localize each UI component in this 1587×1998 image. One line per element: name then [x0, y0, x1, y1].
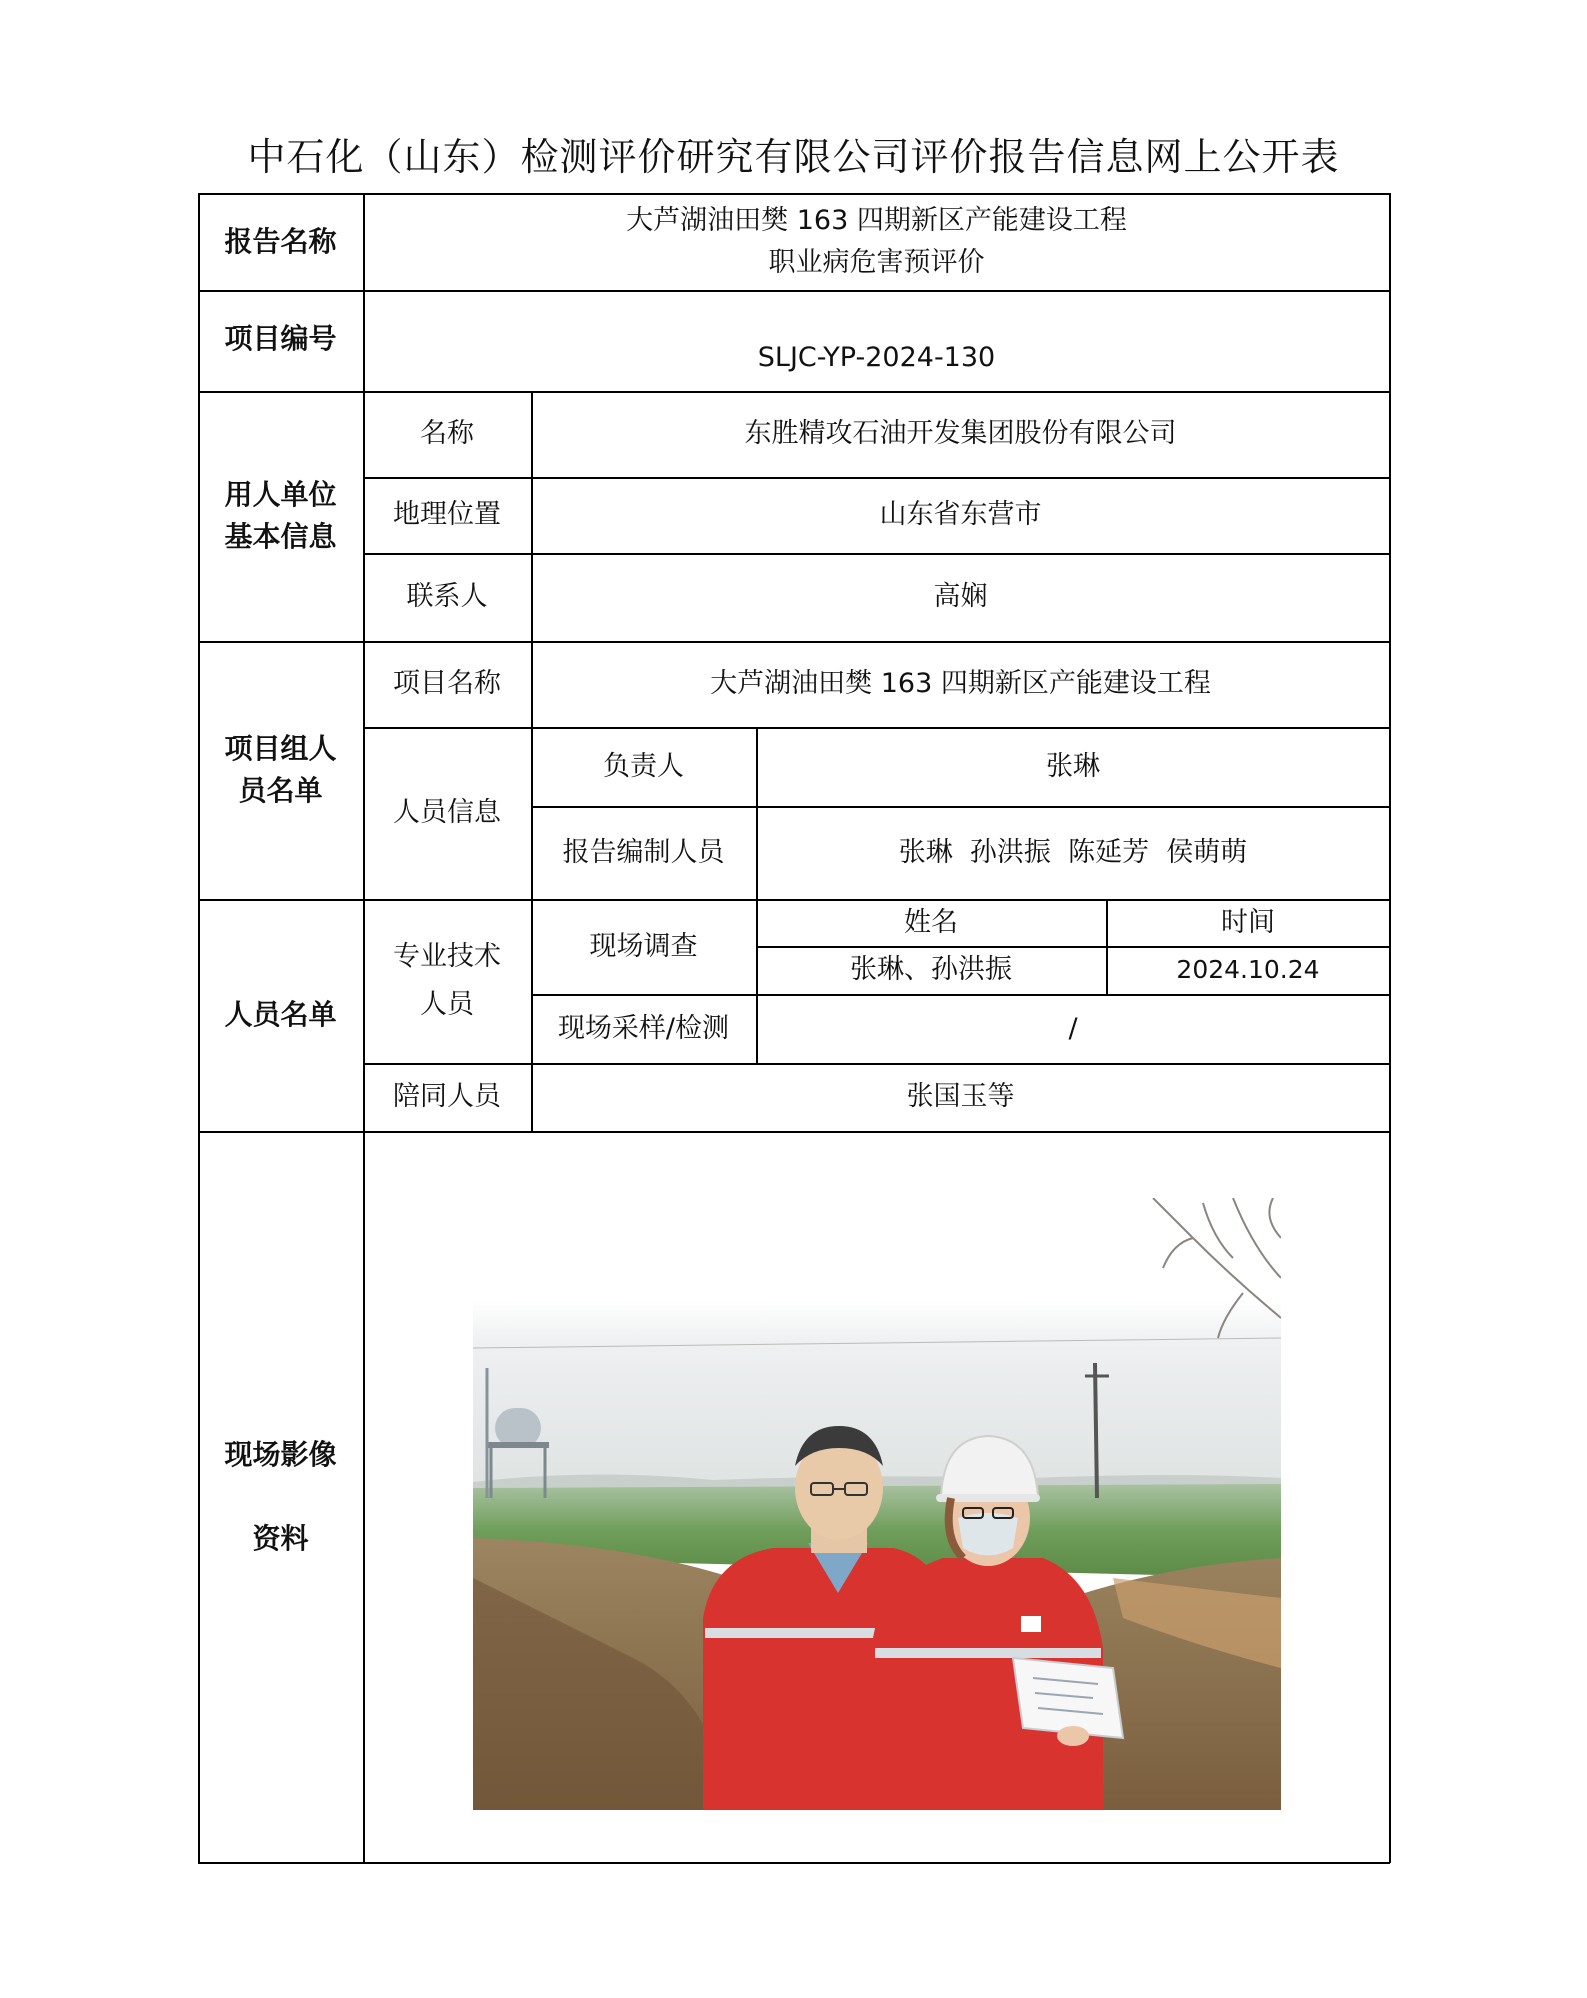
sampling-label: 现场采样/检测 [557, 1012, 730, 1044]
report-name-line1: 大芦湖油田樊 163 四期新区产能建设工程 [626, 204, 1127, 236]
site-photo [473, 1198, 1281, 1810]
site-photo-label-line1: 现场影像 [224, 1437, 337, 1471]
site-photo-illustration [473, 1198, 1281, 1810]
authors-label: 报告编制人员 [562, 836, 725, 868]
personnel-info-label: 人员信息 [393, 797, 501, 828]
table-border-bottom [198, 1862, 1390, 1864]
survey-label: 现场调查 [589, 930, 698, 962]
row-divider [198, 1131, 1390, 1133]
staff-list-label: 人员名单 [224, 998, 337, 1031]
name-header: 姓名 [904, 906, 958, 938]
papers [1013, 1658, 1123, 1738]
tech-staff-label [363, 899, 531, 1063]
employer-name-value: 东胜精攻石油开发集团股份有限公司 [744, 418, 1177, 449]
info-table [198, 193, 1390, 1863]
project-no-value: SLJC-YP-2024-130 [757, 342, 996, 373]
tank-platform [487, 1442, 549, 1448]
page-title: 中石化（山东）检测评价研究有限公司评价报告信息网上公开表 [247, 135, 1340, 179]
project-team-label [198, 641, 363, 899]
survey-date: 2024.10.24 [1176, 955, 1320, 984]
time-header: 时间 [1221, 906, 1275, 938]
employer-label-line1: 用人单位 [224, 478, 337, 511]
project-name-value: 大芦湖油田樊 163 四期新区产能建设工程 [710, 668, 1211, 699]
accompany-value: 张国玉等 [906, 1081, 1015, 1112]
employer-label [198, 391, 363, 641]
employer-label-line2: 基本信息 [224, 520, 337, 553]
project-team-label-line2: 员名单 [238, 774, 323, 807]
tech-staff-label-line2: 人员 [420, 989, 474, 1020]
employer-location-value: 山东省东营市 [879, 499, 1042, 530]
project-no-label: 项目编号 [224, 322, 337, 355]
site-photo-label-line2: 资料 [252, 1521, 309, 1555]
employer-name-label: 名称 [420, 418, 474, 449]
report-name-value [363, 193, 1390, 290]
survey-names: 张琳、孙洪振 [850, 954, 1012, 985]
report-name-line2: 职业病危害预评价 [768, 246, 985, 278]
authors-value: 张琳 孙洪振 陈延芳 侯萌萌 [898, 836, 1248, 868]
report-name-label: 报告名称 [224, 224, 337, 258]
leader-label: 负责人 [603, 750, 684, 782]
project-name-label: 项目名称 [393, 668, 501, 699]
site-photo-label [198, 1131, 363, 1862]
accompany-label: 陪同人员 [393, 1081, 501, 1112]
employer-contact-label: 联系人 [406, 581, 488, 612]
sampling-value: / [1068, 1012, 1078, 1044]
leader-value: 张琳 [1046, 750, 1100, 782]
employer-contact-value: 高娴 [933, 581, 988, 612]
utility-pole [1095, 1363, 1097, 1498]
tech-staff-label-line1: 专业技术 [393, 941, 501, 972]
employer-location-label: 地理位置 [393, 499, 501, 530]
project-team-label-line1: 项目组人 [224, 732, 337, 765]
